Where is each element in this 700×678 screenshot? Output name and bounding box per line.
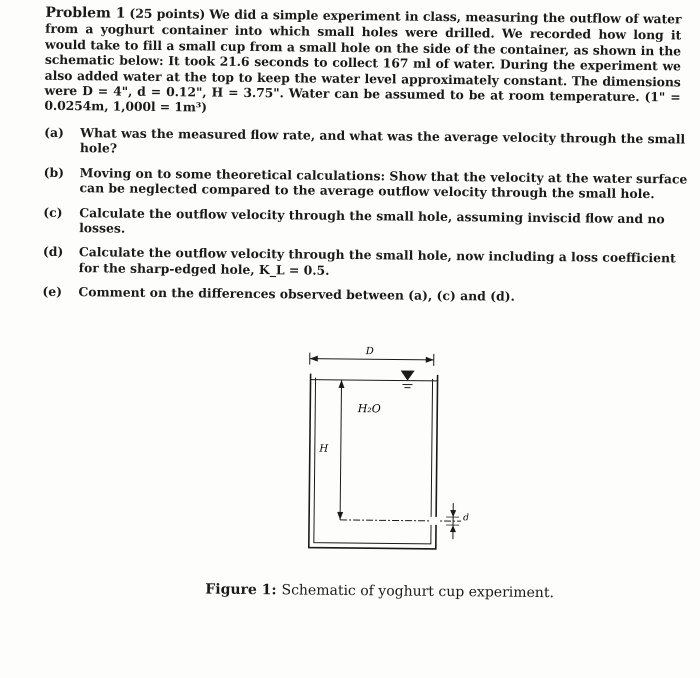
part-c	[43, 204, 689, 242]
small-hole	[430, 517, 438, 525]
part-d	[43, 244, 689, 282]
part-text: Calculate the outflow velocity through the small hole, assuming inviscid flow and no losses.	[79, 205, 689, 242]
part-text: What was the measured flow rate, and what was the average velocity through the small hole?	[80, 125, 690, 162]
part-label: (b)	[43, 165, 79, 196]
dimension-small-d-arrow-bottom	[450, 525, 456, 532]
figure-caption	[205, 581, 565, 601]
dimension-h-arrowhead-top	[338, 380, 344, 388]
problem-statement	[44, 5, 681, 120]
label-d: d	[463, 513, 469, 523]
label-h2o: H₂O	[357, 402, 381, 415]
part-text: Moving on to some theoretical calculations: Show that the velocity at the water surface can be neglected compared to the average outflow velocity through the small hole.	[79, 165, 689, 202]
problem-parts	[42, 125, 690, 315]
part-text: Comment on the differences observed between (a), (c) and (d).	[78, 284, 688, 306]
dimension-d-arrowhead-right	[426, 357, 434, 363]
label-H: H	[318, 444, 328, 455]
figure-caption-text: Schematic of yoghurt cup experiment.	[281, 582, 554, 601]
water-level-marker	[401, 371, 415, 381]
part-a	[44, 125, 690, 163]
dimension-d-line	[310, 359, 434, 360]
dimension-h-line	[340, 380, 341, 520]
part-label: (e)	[42, 284, 78, 300]
schematic-diagram	[296, 339, 498, 561]
problem-points: (25 points)	[129, 6, 205, 22]
problem-title: Problem 1	[45, 5, 125, 22]
part-label: (a)	[44, 125, 80, 156]
problem-body: We did a simple experiment in class, measuring the outflow of water from a yoghurt container into which small holes were drilled. We recorded how long it would take to fill a small cup from a small hole on the side of the container, as shown in the schematic below: It took 21.6 seconds to collect 167 ml of water. During the experiment we also added water at the top to keep the water level approximately constant. The dimensions were D = 4", d = 0.12", H = 3.75". Water can be assumed to be at room temperature. (1" = 0.0254m, 1,000l = 1m³)	[44, 7, 681, 115]
dimension-h-arrowhead-bottom	[337, 512, 343, 520]
part-text: Calculate the outflow velocity through the small hole, now including a loss coefficient for the sharp-edged hole, K_L = 0.5.	[79, 245, 689, 282]
part-e	[42, 284, 688, 306]
label-D: D	[365, 346, 374, 357]
dimension-d-arrowhead-left	[310, 356, 318, 362]
part-b	[43, 165, 689, 203]
part-label: (d)	[43, 244, 79, 275]
dimension-small-d-arrow-top	[450, 510, 456, 517]
water-surface	[311, 380, 438, 381]
hole-centerline	[340, 520, 461, 521]
figure-number: Figure 1:	[205, 581, 276, 598]
part-label: (c)	[43, 204, 79, 235]
container-outer-wall	[309, 374, 438, 549]
